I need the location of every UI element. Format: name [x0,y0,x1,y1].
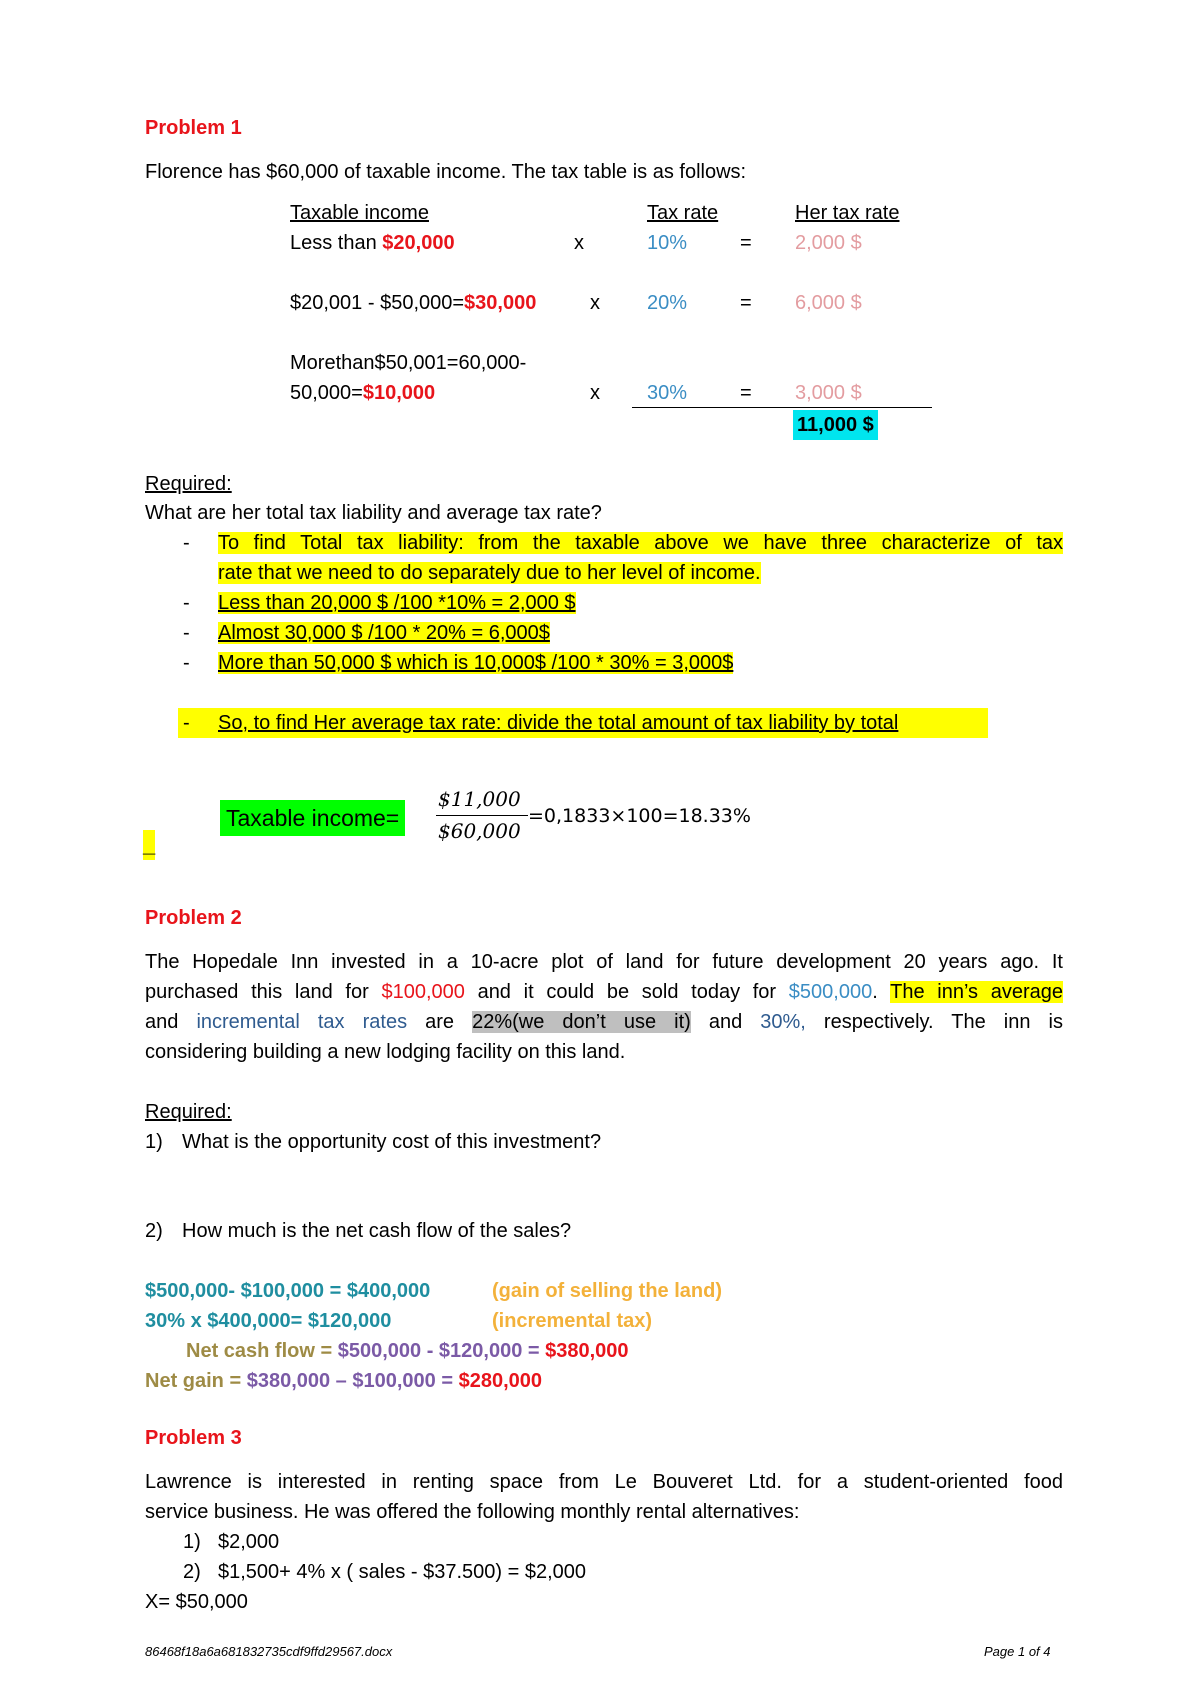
calc-gain: $500,000- $100,000 = $400,000 [145,1280,431,1302]
stray-underscore: _ [143,830,155,860]
tax-row-2-x: x [590,292,600,314]
problem-2-line2: purchased this land for $100,000 and it could be sold today for $500,000. The inn’s average [145,981,1064,1003]
problem-3-title: Problem 3 [145,1427,242,1449]
bullet-2: Less than 20,000 $ /100 *10% = 2,000 $ [218,592,576,614]
problem-1-title: Problem 1 [145,117,242,139]
bullet-1-line2: rate that we need to do separately due to her level of income. [218,562,761,584]
formula-result: =0,1833×100=18.33% [528,805,751,827]
net-gain: Net gain = $380,000 – $100,000 = $280,000 [145,1370,542,1392]
calc-tax: 30% x $400,000= $120,000 [145,1310,392,1332]
bullet-dash-2: - [183,592,190,614]
option-1-number: 1) [183,1531,201,1553]
tax-row-2-rate: 20% [647,292,688,314]
bullet-dash-4: - [183,652,190,674]
header-her-tax-rate: Her tax rate [795,202,900,224]
problem-2-line4: considering building a new lodging facility on this land. [145,1041,626,1063]
q2-number: 2) [145,1220,163,1242]
problem-3-line2: service business. He was offered the following monthly rental alternatives: [145,1501,800,1523]
formula-numerator: $11,000 [438,787,521,811]
calc-tax-note: (incremental tax) [492,1310,653,1332]
option-2-number: 2) [183,1561,201,1583]
option-2-text: $1,500+ 4% x ( sales - $37.500) = $2,000 [218,1561,587,1583]
tax-row-1-x: x [574,232,584,254]
x-result: X= $50,000 [145,1591,248,1613]
tax-row-3-eq: = [740,382,752,404]
tax-row-2-eq: = [740,292,752,314]
bullet-dash-1: - [183,532,190,554]
tax-row-1-rate: 10% [647,232,688,254]
header-taxable-income: Taxable income [290,202,429,224]
tax-row-3-line1: Morethan$50,001=60,000- [290,352,527,374]
bullet-4: More than 50,000 $ which is 10,000$ /100 * 30% = 3,000$ [218,652,734,674]
total-tax-liability: 11,000 $ [793,410,878,440]
problem-2-line3: and incremental tax rates are 22%(we don’t use it) and 30%, respectively. The inn is [145,1011,1063,1033]
calc-gain-note: (gain of selling the land) [492,1280,722,1302]
q2-text: How much is the net cash flow of the sales? [182,1220,572,1242]
total-rule [632,407,932,408]
formula-label: Taxable income= [220,800,405,836]
required-label-1: Required: [145,473,232,495]
tax-row-3-result: 3,000 $ [795,382,862,404]
tax-row-1-result: 2,000 $ [795,232,862,254]
problem-2-line1: The Hopedale Inn invested in a 10-acre plot of land for future development 20 years ago. It [145,951,1063,973]
problem-1-question: What are her total tax liability and average tax rate? [145,502,602,524]
tax-row-3-rate: 30% [647,382,688,404]
footer-page-number: Page 1 of 4 [984,1644,1051,1659]
tax-row-3-x: x [590,382,600,404]
bullet-3: Almost 30,000 $ /100 * 20% = 6,000$ [218,622,550,644]
option-1-text: $2,000 [218,1531,280,1553]
tax-row-3-income: 50,000=$10,000 [290,382,436,404]
q1-text: What is the opportunity cost of this investment? [182,1131,602,1153]
problem-2-title: Problem 2 [145,907,242,929]
bullet-5: So, to find Her average tax rate: divide the total amount of tax liability by total [218,712,899,734]
bullet-dash-3: - [183,622,190,644]
problem-1-intro: Florence has $60,000 of taxable income. The tax table is as follows: [145,161,747,183]
tax-row-2-result: 6,000 $ [795,292,862,314]
q1-number: 1) [145,1131,163,1153]
problem-3-line1: Lawrence is interested in renting space from Le Bouveret Ltd. for a student-oriented food [145,1471,1063,1493]
bullet-1-line1: To find Total tax liability: from the taxable above we have three characterize of tax [218,532,1063,554]
tax-row-1-income: Less than $20,000 [290,232,455,254]
header-tax-rate: Tax rate [647,202,719,224]
net-cash-flow: Net cash flow = $500,000 - $120,000 = $380,000 [186,1340,629,1362]
tax-row-1-eq: = [740,232,752,254]
formula-denominator: $60,000 [438,819,521,843]
fraction-bar [436,815,528,816]
footer-filename: 86468f18a6a681832735cdf9ffd29567.docx [145,1644,393,1659]
bullet-dash-5: - [183,712,190,734]
tax-row-2-income: $20,001 - $50,000=$30,000 [290,292,537,314]
required-label-2: Required: [145,1101,232,1123]
